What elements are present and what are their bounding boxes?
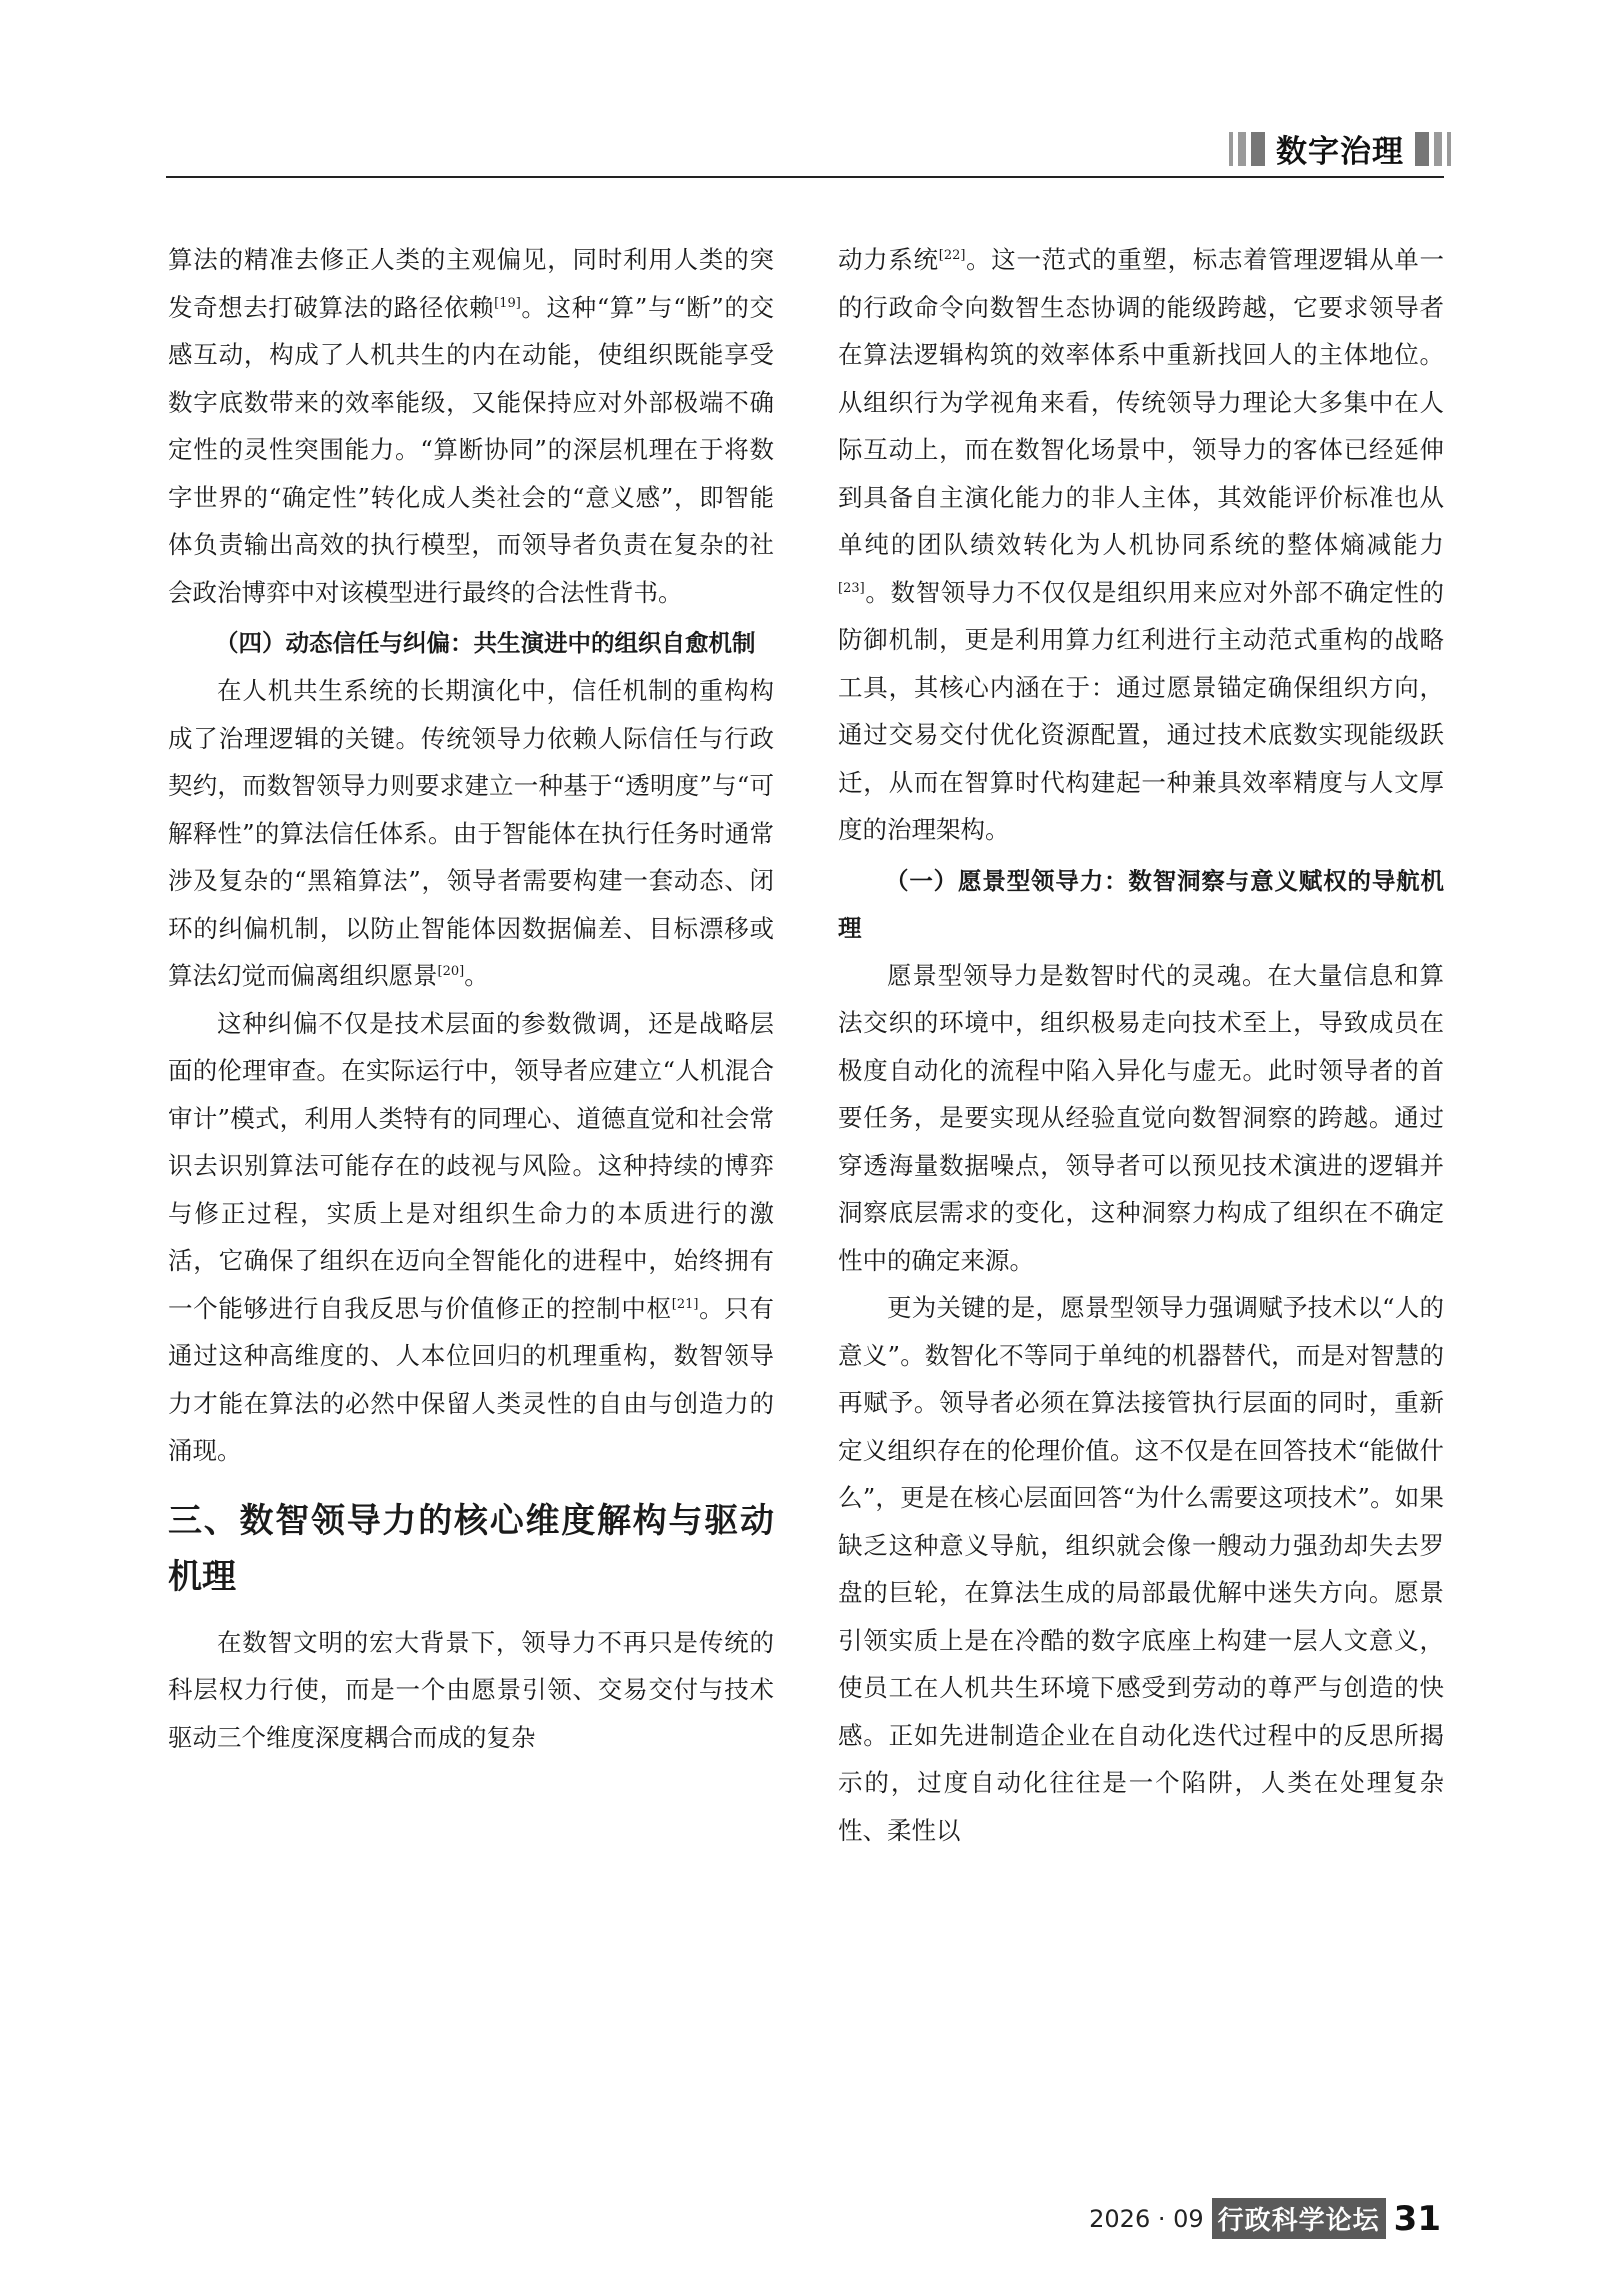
issue-date: 2026 · 09	[1089, 2204, 1204, 2233]
text: 。这一范式的重塑，标志着管理逻辑从单一的行政命令向数智生态协调的能级跨越，它要求领导者在算法逻辑构筑的效率体系中重新找回人的主体地位。从组织行为学视角来看，传统领导力理论大多集中在人际互动上，而在数智化场景中，领导力的客体已经延伸到具备自主演化能力的非人主体，其效能评价标准也从单纯的团队绩效转化为人机协同系统的整体熵减能力	[838, 245, 1444, 559]
section-title: 数字治理	[1276, 134, 1404, 170]
text: 算法的精准去修正人类的主观偏见，同时利用人类的突发奇想去打破算法的路径依赖	[168, 245, 774, 322]
text: 动力系统	[838, 245, 939, 274]
decor-bar	[1229, 132, 1233, 166]
text: 。	[464, 961, 489, 990]
citation-ref: [22]	[938, 247, 966, 263]
citation-ref: [21]	[671, 1296, 699, 1312]
citation-ref: [19]	[494, 295, 521, 311]
paragraph	[168, 236, 774, 616]
decor-bar	[1447, 132, 1451, 166]
section-banner	[1229, 126, 1451, 171]
decor-bar	[1238, 132, 1246, 166]
page-number: 31	[1393, 2198, 1441, 2239]
paragraph	[168, 667, 774, 1000]
page-header	[0, 0, 1609, 200]
decor-bar	[1251, 132, 1265, 166]
journal-name: 行政科学论坛	[1212, 2198, 1386, 2239]
text: 这种纠偏不仅是技术层面的参数微调，还是战略层面的伦理审查。在实际运行中，领导者应建立“人机混合审计”模式，利用人类特有的同理心、道德直觉和社会常识去识别算法可能存在的歧视与风险。这种持续的博弈与修正过程，实质上是对组织生命力的本质进行的激活，它确保了组织在迈向全智能化的进程中，始终拥有一个能够进行自我反思与价值修正的控制中枢	[168, 1008, 774, 1323]
right-column	[838, 236, 1444, 1854]
paragraph: 更为关键的是，愿景型领导力强调赋予技术以“人的意义”。数智化不等同于单纯的机器替代，而是对智慧的再赋予。领导者必须在算法接管执行层面的同时，重新定义组织存在的伦理价值。这不仅是在回答技术“能做什么”，更是在核心层面回答“为什么需要这项技术”。如果缺乏这种意义导航，组织就会像一艘动力强劲却失去罗盘的巨轮，在算法生成的局部最优解中迷失方向。愿景引领实质上是在冷酷的数字底座上构建一层人文意义，使员工在人机共生环境下感受到劳动的尊严与创造的快感。正如先进制造企业在自动化迭代过程中的反思所揭示的，过度自动化往往是一个陷阱，人类在处理复杂性、柔性以	[838, 1293, 1444, 1845]
paragraph: 愿景型领导力是数智时代的灵魂。在大量信息和算法交织的环境中，组织极易走向技术至上，导致成员在极度自动化的流程中陷入异化与虚无。此时领导者的首要任务，是要实现从经验直觉向数智洞察的跨越。通过穿透海量数据噪点，领导者可以预见技术演进的逻辑并洞察底层需求的变化，这种洞察力构成了组织在不确定性中的确定来源。	[838, 960, 1444, 1275]
text: 。这种“算”与“断”的交感互动，构成了人机共生的内在动能，使组织既能享受数字底数带来的效率能级，又能保持应对外部极端不确定性的灵性突围能力。“算断协同”的深层机理在于将数字世界的“确定性”转化成人类社会的“意义感”，即智能体负责输出高效的执行模型，而领导者负责在复杂的社会政治博弈中对该模型进行最终的合法性背书。	[168, 292, 775, 607]
citation-ref: [23]	[838, 580, 865, 596]
paragraph	[838, 236, 1444, 854]
decor-bar	[1415, 132, 1429, 166]
paragraph	[168, 1000, 774, 1475]
text: 在人机共生系统的长期演化中，信任机制的重构构成了治理逻辑的关键。传统领导力依赖人际信任与行政契约，而数智领导力则要求建立一种基于“透明度”与“可解释性”的算法信任体系。由于智能体在执行任务时通常涉及复杂的“黑箱算法”，领导者需要构建一套动态、闭环的纠偏机制，以防止智能体因数据偏差、目标漂移或算法幻觉而偏离组织愿景	[168, 676, 774, 990]
section-heading: 三、数智领导力的核心维度解构与驱动机理	[168, 1500, 774, 1597]
paragraph: 在数智文明的宏大背景下，领导力不再只是传统的科层权力行使，而是一个由愿景引领、交易交付与技术驱动三个维度深度耦合而成的复杂	[168, 1627, 774, 1752]
subsection-heading: （四）动态信任与纠偏：共生演进中的组织自愈机制	[215, 629, 756, 657]
page-footer	[1089, 2198, 1441, 2239]
header-rule	[166, 176, 1444, 178]
decor-bar	[1434, 132, 1442, 166]
subsection-heading: （一）愿景型领导力：数智洞察与意义赋权的导航机理	[838, 866, 1444, 942]
citation-ref: [20]	[437, 963, 465, 979]
left-column	[168, 236, 774, 1761]
text: 。数智领导力不仅仅是组织用来应对外部不确定性的防御机制，更是利用算力红利进行主动范式重构的战略工具，其核心内涵在于：通过愿景锚定确保组织方向，通过交易交付优化资源配置，通过技术底数实现能级跃迁，从而在智算时代构建起一种兼具效率精度与人文厚度的治理架构。	[838, 577, 1444, 844]
text: 。只有通过这种高维度的、人本位回归的机理重构，数智领导力才能在算法的必然中保留人类灵性的自由与创造力的涌现。	[168, 1293, 774, 1465]
